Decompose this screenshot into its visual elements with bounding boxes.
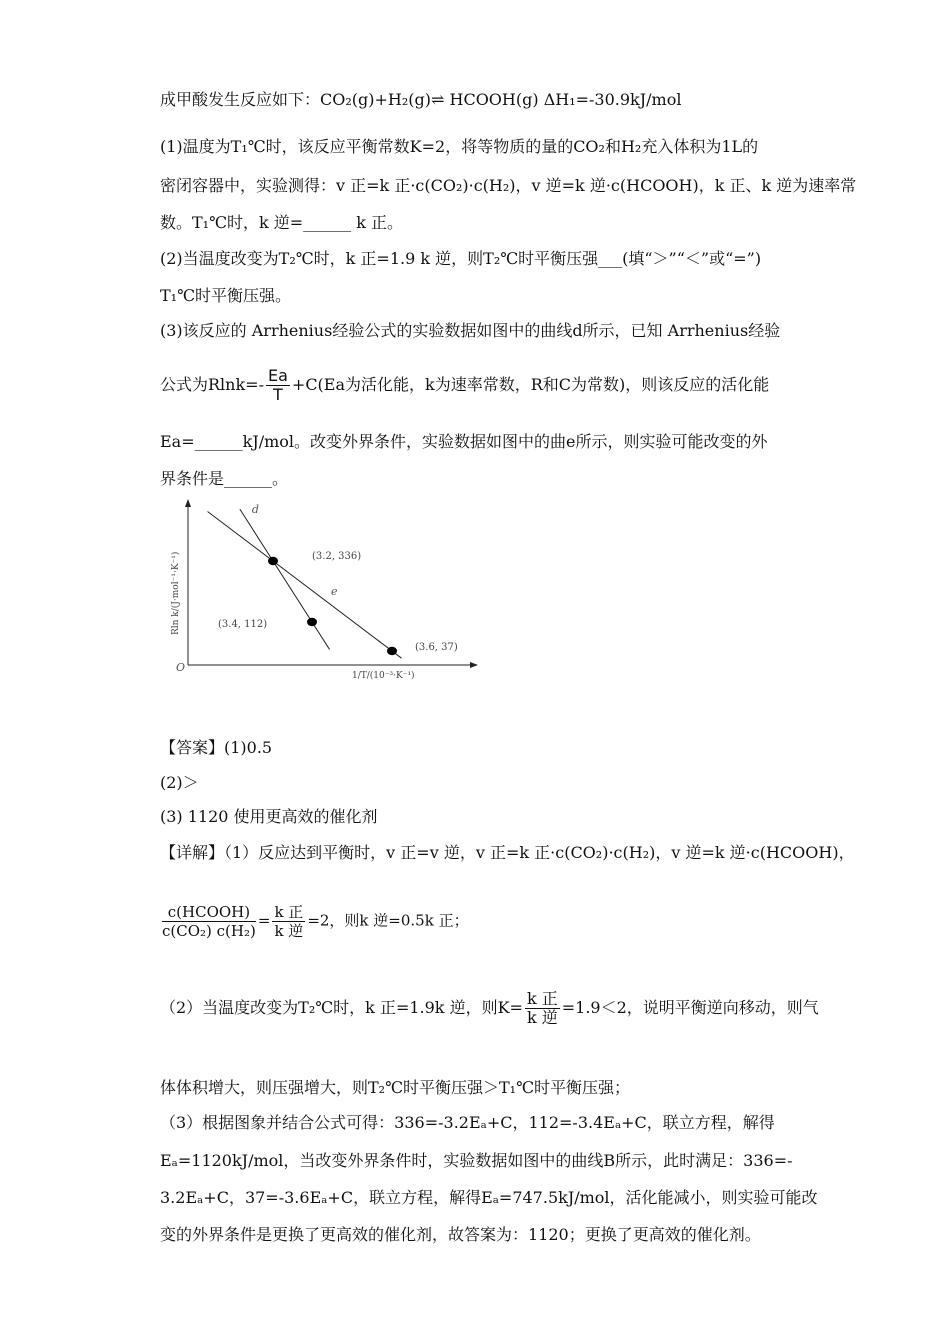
detail-1-equation: c(HCOOH) c(CO₂) c(H₂) = k 正 k 逆 =2，则k 逆=0.5k 正； <box>162 903 469 940</box>
detail-3c: 3.2Eₐ+C，37=-3.6Eₐ+C，联立方程，解得Eₐ=747.5kJ/mol，活化能减小，则实验可能改 <box>160 1188 818 1207</box>
y-axis-label: Rln k/(J·mol⁻¹·K⁻¹) <box>171 551 181 635</box>
arrhenius-chart <box>160 495 500 695</box>
q3-formula-pre: 公式为Rlnk=- <box>160 375 264 394</box>
detail-1: 【详解】（1）反应达到平衡时，v 正=v 逆，v 正=k 正·c(CO₂)·c(H₂)，v 逆=k 逆·c(HCOOH)， <box>160 843 855 862</box>
answer-3: (3) 1120 使用更高效的催化剂 <box>160 807 378 826</box>
q2-line2: T₁℃时平衡压强。 <box>160 286 291 305</box>
q3-formula-line <box>160 367 769 404</box>
detail-3b: Eₐ=1120kJ/mol，当改变外界条件时，实验数据如图中的曲线B所示，此时满足：336=- <box>160 1151 793 1170</box>
detail-2-line <box>160 990 819 1027</box>
q1-line3: 数。T₁℃时，k 逆=______ k 正。 <box>160 213 404 232</box>
rate-constant-fraction <box>272 903 305 940</box>
answer-2: (2)＞ <box>160 773 199 792</box>
detail-2-post: =1.9＜2，说明平衡逆向移动，则气 <box>561 998 819 1017</box>
concentration-numerator: c(HCOOH) <box>162 903 256 922</box>
rate-constant-denominator: k 逆 <box>274 922 304 940</box>
detail-3d: 变的外界条件是更换了更高效的催化剂，故答案为：1120；更换了更高效的催化剂。 <box>160 1225 761 1244</box>
detail-1-result: =2，则k 逆=0.5k 正； <box>307 911 469 930</box>
series-line-e <box>208 512 402 659</box>
y-axis-arrow <box>185 499 191 507</box>
point-annotation: (3.6, 37) <box>415 642 458 653</box>
x-axis-arrow <box>470 662 478 668</box>
detail-3a: （3）根据图象并结合公式可得：336=-3.2Eₐ+C，112=-3.4Eₐ+C，联立方程，解得 <box>160 1113 775 1132</box>
series-label-e: e <box>330 584 338 598</box>
data-point <box>307 618 317 626</box>
q3-formula-post: +C(Ea为活化能，k为速率常数，R和C为常数)，则该反应的活化能 <box>291 375 770 394</box>
detail-2-pre: （2）当温度改变为T₂℃时，k 正=1.9k 逆，则K= <box>160 998 523 1017</box>
answer-heading: 【答案】(1)0.5 <box>160 738 273 757</box>
data-point <box>268 557 278 565</box>
k-ratio-numerator: k 正 <box>526 989 558 1008</box>
origin-label: O <box>176 661 186 674</box>
q2-line1: (2)当温度改变为T₂℃时，k 正=1.9 k 逆，则T₂℃时平衡压强___(填“＞”“＜”或“=”) <box>160 249 762 268</box>
ea-over-t-fraction <box>266 367 290 404</box>
concentration-denominator: c(CO₂) c(H₂) <box>162 922 256 940</box>
k-ratio-fraction <box>525 990 560 1027</box>
series-label-d: d <box>251 503 259 517</box>
q3-line1: (3)该反应的 Arrhenius经验公式的实验数据如图中的曲线d所示，已知 Arrhenius经验 <box>160 321 781 340</box>
q1-line2: 密闭容器中，实验测得：v 正=k 正·c(CO₂)·c(H₂)，v 逆=k 逆·c(HCOOH)，k 正、k 逆为速率常 <box>160 176 857 195</box>
q3-line3: Ea=______kJ/mol。改变外界条件，实验数据如图中的曲e所示，则实验可能改变的外 <box>160 432 768 451</box>
q1-line1: (1)温度为T₁℃时，该反应平衡常数K=2，将等物质的量的CO₂和H₂充入体积为1L的 <box>160 137 759 156</box>
point-annotation: (3.2, 336) <box>312 551 362 562</box>
fraction-denominator: T <box>273 385 283 404</box>
x-axis-label: 1/T/(10⁻³·K⁻¹) <box>352 671 415 681</box>
point-annotation: (3.4, 112) <box>218 619 268 630</box>
q3-line4: 界条件是______。 <box>160 469 289 488</box>
detail-2b: 体体积增大，则压强增大，则T₂℃时平衡压强＞T₁℃时平衡压强； <box>160 1078 630 1097</box>
rate-constant-numerator: k 正 <box>274 903 304 921</box>
series-layer <box>208 503 458 658</box>
intro-line: 成甲酸发生反应如下：CO₂(g)+H₂(g)⇌ HCOOH(g) ΔH₁=-30.9kJ/mol <box>160 90 682 109</box>
concentration-fraction <box>162 903 256 940</box>
fraction-numerator: Ea <box>267 366 288 385</box>
k-ratio-denominator: k 逆 <box>526 1008 558 1027</box>
data-point <box>387 647 397 655</box>
